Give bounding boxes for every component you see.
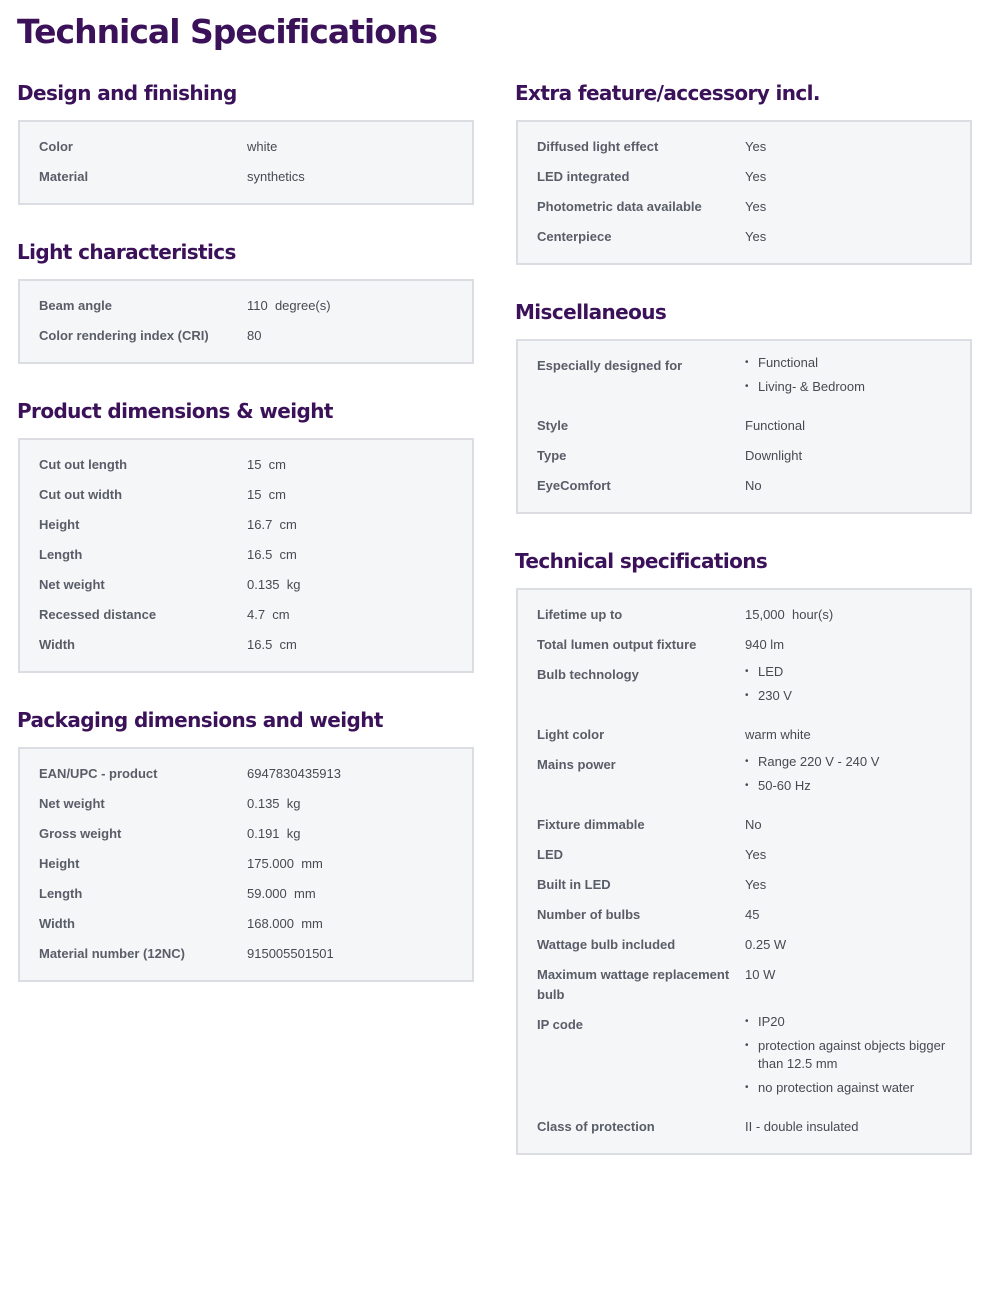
spec-label: Bulb technology <box>537 667 639 682</box>
spec-row <box>518 600 970 630</box>
spec-row <box>518 900 970 930</box>
spec-label: Gross weight <box>39 826 122 841</box>
spec-row <box>20 162 472 192</box>
spec-label: Beam angle <box>39 298 112 313</box>
spec-row <box>20 540 472 570</box>
spec-value: 16.5 cm <box>247 547 297 562</box>
spec-table-technical-specifications <box>516 588 972 1155</box>
section-title-packaging-dimensions-and-weight: Packaging dimensions and weight <box>17 708 383 732</box>
spec-value: 10 W <box>745 967 776 982</box>
spec-value: 6947830435913 <box>247 766 341 781</box>
spec-value: 59.000 mm <box>247 886 316 901</box>
spec-row <box>20 819 472 849</box>
spec-value: 45 <box>745 907 760 922</box>
spec-label: Length <box>39 547 83 562</box>
spec-table-miscellaneous <box>516 339 972 514</box>
spec-value-list-item: • Living- & Bedroom <box>745 378 952 396</box>
spec-value: 915005501501 <box>247 946 334 961</box>
spec-table-extra-feature-accessory-incl <box>516 120 972 265</box>
spec-value: Yes <box>745 847 767 862</box>
right-column <box>515 78 975 1187</box>
spec-value: Functional <box>745 418 805 433</box>
spec-value: Yes <box>745 199 767 214</box>
spec-row <box>518 810 970 840</box>
spec-row <box>20 600 472 630</box>
spec-label: Height <box>39 517 80 532</box>
spec-row <box>518 162 970 192</box>
spec-row <box>20 132 472 162</box>
spec-label: Number of bulbs <box>537 907 641 922</box>
spec-value-list <box>745 1010 952 1112</box>
spec-label: Color <box>39 139 73 154</box>
section-title-miscellaneous: Miscellaneous <box>515 300 667 324</box>
spec-label: Centerpiece <box>537 229 612 244</box>
spec-value: 15 cm <box>247 487 287 502</box>
spec-value: 4.7 cm <box>247 607 290 622</box>
spec-value: warm white <box>745 727 811 742</box>
page-title: Technical Specifications <box>17 12 438 51</box>
spec-label: Class of protection <box>537 1119 655 1134</box>
spec-value: 15 cm <box>247 457 287 472</box>
spec-label: Height <box>39 856 80 871</box>
spec-value: 110 degree(s) <box>247 298 331 313</box>
spec-value-list <box>745 351 952 411</box>
spec-label: Photometric data available <box>537 199 702 214</box>
spec-label: Width <box>39 916 75 931</box>
spec-label: Cut out width <box>39 487 123 502</box>
spec-value: 15,000 hour(s) <box>745 607 834 622</box>
spec-value: Yes <box>745 229 767 244</box>
spec-row <box>20 480 472 510</box>
spec-row <box>518 441 970 471</box>
spec-row <box>518 630 970 660</box>
spec-row <box>20 450 472 480</box>
spec-label: Recessed distance <box>39 607 157 622</box>
spec-label: Style <box>537 418 569 433</box>
spec-table-light-characteristics <box>18 279 474 364</box>
spec-value-list-item: • Range 220 V - 240 V <box>745 753 952 771</box>
spec-value-list-item: • no protection against water <box>745 1079 952 1097</box>
section-title-technical-specifications: Technical specifications <box>515 549 768 573</box>
spec-table-product-dimensions-weight <box>18 438 474 673</box>
spec-label: EyeComfort <box>537 478 611 493</box>
spec-row <box>518 1112 970 1142</box>
spec-value: 16.7 cm <box>247 517 297 532</box>
spec-label: Built in LED <box>537 877 611 892</box>
spec-row <box>518 660 970 720</box>
spec-label: Lifetime up to <box>537 607 623 622</box>
spec-value: 80 <box>247 328 262 343</box>
spec-value-list-item: • protection against objects bigger than 12.5 mm <box>745 1037 952 1073</box>
spec-value: 0.191 kg <box>247 826 301 841</box>
spec-row <box>20 510 472 540</box>
spec-label: EAN/UPC - product <box>39 766 158 781</box>
spec-label: Maximum wattage replacement bulb <box>537 967 730 1002</box>
spec-row <box>518 930 970 960</box>
spec-value: 0.135 kg <box>247 796 301 811</box>
section-title-extra-feature-accessory-incl: Extra feature/accessory incl. <box>515 81 820 105</box>
spec-value: No <box>745 478 762 493</box>
spec-row <box>518 750 970 810</box>
spec-value: 16.5 cm <box>247 637 297 652</box>
spec-label: LED integrated <box>537 169 630 184</box>
spec-label: Color rendering index (CRI) <box>39 328 209 343</box>
spec-value-list-item: • IP20 <box>745 1013 952 1031</box>
spec-row <box>20 909 472 939</box>
spec-row <box>20 630 472 660</box>
spec-value-list <box>745 750 952 810</box>
spec-row <box>518 1010 970 1112</box>
section-title-light-characteristics: Light characteristics <box>17 240 236 264</box>
spec-value: Downlight <box>745 448 803 463</box>
spec-value: Yes <box>745 877 767 892</box>
spec-label: Especially designed for <box>537 358 683 373</box>
spec-row <box>20 789 472 819</box>
spec-row <box>518 960 970 1010</box>
spec-row <box>20 849 472 879</box>
spec-label: Length <box>39 886 83 901</box>
spec-value-list-item: • Functional <box>745 354 952 372</box>
spec-row <box>518 192 970 222</box>
spec-value: Yes <box>745 169 767 184</box>
spec-label: Wattage bulb included <box>537 937 676 952</box>
spec-label: Net weight <box>39 577 105 592</box>
spec-table-design-and-finishing <box>18 120 474 205</box>
left-column <box>17 78 477 1014</box>
spec-value-list <box>745 660 952 720</box>
spec-row <box>20 291 472 321</box>
spec-label: Net weight <box>39 796 105 811</box>
spec-row <box>518 720 970 750</box>
spec-label: Light color <box>537 727 605 742</box>
spec-row <box>20 939 472 969</box>
spec-table-packaging-dimensions-and-weight <box>18 747 474 982</box>
spec-value: white <box>247 139 278 154</box>
spec-row <box>20 570 472 600</box>
spec-row <box>518 411 970 441</box>
spec-label: Fixture dimmable <box>537 817 645 832</box>
section-title-product-dimensions-weight: Product dimensions & weight <box>17 399 333 423</box>
spec-value: II - double insulated <box>745 1119 859 1134</box>
spec-row <box>518 351 970 411</box>
spec-label: Width <box>39 637 75 652</box>
spec-value-list-item: • 50-60 Hz <box>745 777 952 795</box>
spec-value-list-item: • 230 V <box>745 687 952 705</box>
spec-row <box>20 879 472 909</box>
spec-row <box>518 870 970 900</box>
spec-row <box>518 840 970 870</box>
section-title-design-and-finishing: Design and finishing <box>17 81 237 105</box>
spec-label: Material <box>39 169 89 184</box>
spec-value-list-item: • LED <box>745 663 952 681</box>
spec-row <box>518 222 970 252</box>
spec-label: Cut out length <box>39 457 128 472</box>
spec-value: 0.25 W <box>745 937 787 952</box>
spec-label: Diffused light effect <box>537 139 659 154</box>
spec-label: Material number (12NC) <box>39 946 185 961</box>
spec-value: 168.000 mm <box>247 916 323 931</box>
spec-value: No <box>745 817 762 832</box>
spec-value: synthetics <box>247 169 305 184</box>
spec-label: Total lumen output fixture <box>537 637 697 652</box>
spec-label: LED <box>537 847 563 862</box>
spec-label: Type <box>537 448 567 463</box>
spec-row <box>20 759 472 789</box>
spec-value: 940 lm <box>745 637 785 652</box>
spec-row <box>518 132 970 162</box>
spec-value: 175.000 mm <box>247 856 323 871</box>
spec-label: IP code <box>537 1017 584 1032</box>
spec-value: Yes <box>745 139 767 154</box>
spec-row <box>20 321 472 351</box>
spec-label: Mains power <box>537 757 616 772</box>
spec-value: 0.135 kg <box>247 577 301 592</box>
spec-row <box>518 471 970 501</box>
